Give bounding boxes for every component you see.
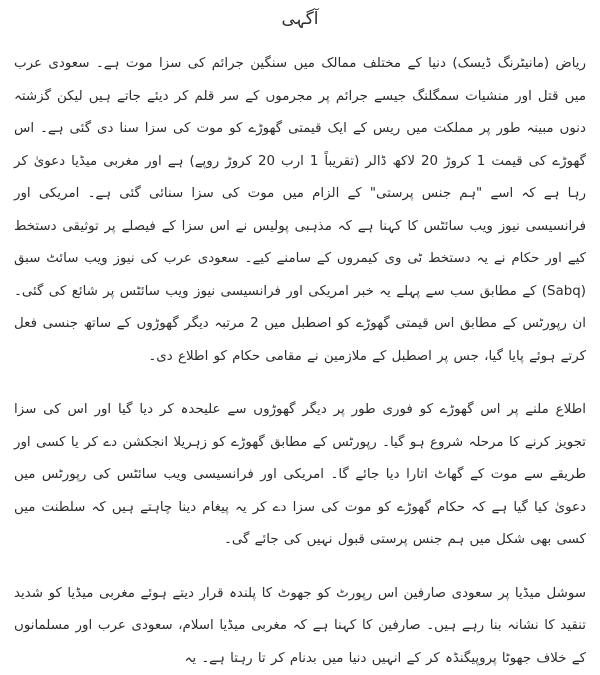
article-paragraph-3: سوشل میڈیا پر سعودی صارفین اس رپورٹ کو جھوٹ کا پلندہ قرار دیتے ہوئے مغربی میڈیا کو شدید تنقید کا نشانہ بنا رہے ہیں۔ صارفین کا کہنا ہے کہ مغربی میڈیا اسلام، سعودی عرب اور مسلمانوں کے خلاف جھوٹا پروپیگنڈہ کر کے انہیں دنیا میں بدنام کر تا رہتا ہے۔ یہ bbox=[14, 578, 586, 675]
article-title: آگہی bbox=[14, 6, 586, 32]
article-paragraph-1: ریاض (مانیٹرنگ ڈیسک) دنیا کے مختلف ممالک میں سنگین جرائم کی سزا موت ہے۔ سعودی عرب میں قتل اور منشیات سمگلنگ جیسے جرائم پر مجرموں کے سر قلم کر دیئے جاتے ہیں لیکن گزشتہ دنوں مبینہ طور پر مملکت میں ریس کے ایک قیمتی گھوڑے کو موت کی سزا سنا دی گئی ہے۔ اس گھوڑے کی قیمت 1 کروڑ 20 لاکھ ڈالر (تقریباً 1 ارب 20 کروڑ روپے) ہے اور مغربی میڈیا دعویٰ کر رہا ہے کہ اسے "ہم جنس پرستی" کے الزام میں موت کی سزا سنائی گئی ہے۔ امریکی اور فرانسیسی نیوز ویب سائٹس کا کہنا ہے کہ مذہبی پولیس نے اس سزا کے فیصلے پر توثیقی دستخط کیے اور حکام نے یہ دستخط ٹی وی کیمروں کے سامنے کیے۔ سعودی عرب کی نیوز ویب سائٹ سبق (Sabq) کے مطابق سب سے پہلے یہ خبر امریکی اور فرانسیسی نیوز ویب سائٹس پر شائع کی گئی۔ ان رپورٹس کے مطابق اس قیمتی گھوڑے کو اصطبل میں 2 مرتبہ دیگر گھوڑوں کے ساتھ جنسی فعل کرتے ہوئے پایا گیا، جس پر اصطبل کے ملازمین نے مقامی حکام کو اطلاع دی۔ bbox=[14, 48, 586, 373]
article-paragraph-2: اطلاع ملنے پر اس گھوڑے کو فوری طور پر دیگر گھوڑوں سے علیحدہ کر دیا گیا اور اس کی سزا تجویز کرنے کا مرحلہ شروع ہو گیا۔ رپورٹس کے مطابق گھوڑے کو زہریلا انجکشن دے کر یا کسی اور طریقے سے موت کے گھاٹ اتارا دیا جائے گا۔ امریکی اور فرانسیسی ویب سائٹس کی رپورٹس میں دعویٰ کیا گیا ہے کہ حکام گھوڑے کو موت کی سزا دے کر یہ پیغام دینا چاہتے ہیں کہ سلطنت میں کسی بھی شکل میں ہم جنس پرستی قبول نہیں کی جائے گی۔ bbox=[14, 394, 586, 557]
